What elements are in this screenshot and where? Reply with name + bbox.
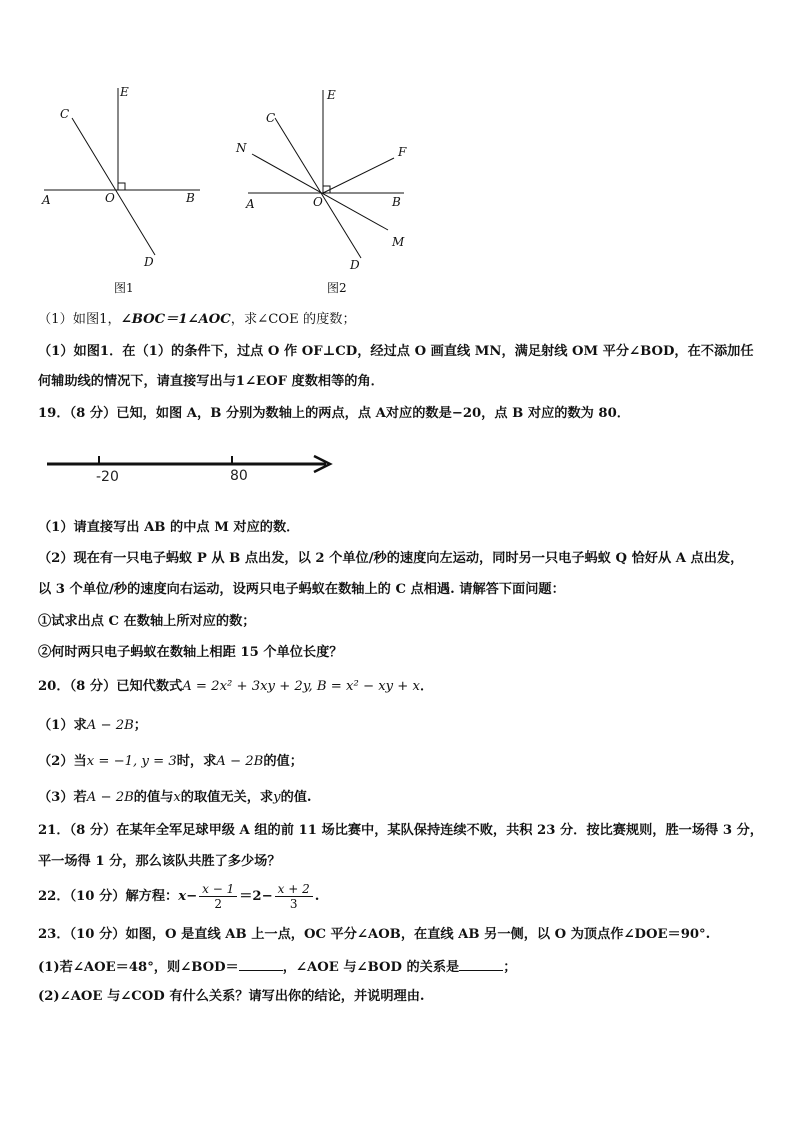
q19-sub2: ②何时两只电子蚂蚁在数轴上相距 15 个单位长度？ (38, 645, 343, 660)
q18-part2-line2: 何辅助线的情况下，请直接写出与1∠EOF 度数相等的角． (38, 374, 384, 389)
fig2-caption: 图2 (327, 281, 347, 295)
fig1-label-B: B (186, 191, 195, 205)
figure-1 (41, 85, 200, 295)
fig2-label-E: E (327, 88, 336, 102)
fig1-label-O: O (105, 191, 115, 205)
q21-line2: 平一场得 1 分，那么该队共胜了多少场？ (38, 854, 281, 869)
q20-head-prefix: 20．（8 分）已知代数式 (38, 679, 183, 694)
q23-p1-c: ； (503, 960, 517, 975)
fig1-label-A: A (42, 193, 51, 207)
q20-p2-suffix: 的值； (263, 754, 303, 769)
q19-part2-line1: （2）现在有一只电子蚂蚁 P 从 B 点出发，以 2 个单位/秒的速度向左运动，同时另一只电子蚂蚁 Q 恰好从 A 点出发， (38, 551, 744, 566)
figure-2 (235, 88, 407, 295)
q20-p2-mid: 时，求 (176, 754, 217, 769)
q18-part2-line1: （1）如图1．在（1）的条件下，过点 O 作 OF⊥CD，经过点 O 画直线 MN，满足射线 OM 平分∠BOD，在不添加任 (38, 344, 754, 359)
q22-suffix: . (314, 889, 320, 904)
q22-f2-numerator: x + 2 (275, 882, 313, 897)
q20-heading (38, 677, 433, 697)
number-line (44, 448, 344, 488)
fig2-label-D: D (350, 258, 360, 272)
number-line-tick-label-2: 80 (230, 468, 248, 484)
q20-head-suffix: ． (419, 679, 434, 694)
fig2-label-F: F (398, 145, 407, 159)
q18-p1-expr: ∠BOC＝1∠AOC (120, 312, 231, 327)
q20-part1 (38, 716, 147, 736)
q19-part1: （1）请直接写出 AB 的中点 M 对应的数． (38, 520, 300, 535)
fig2-label-A: A (246, 197, 255, 211)
q22-f1-numerator: x − 1 (199, 882, 237, 897)
q20-p3-prefix: （3）若 (38, 790, 87, 805)
q22-x: x (178, 889, 187, 904)
fig1-label-E: E (120, 85, 129, 99)
q20-p3-suffix: 的值. (280, 790, 312, 805)
q22-f2-denominator: 3 (289, 897, 298, 911)
q19-heading: 19．（8 分）已知，如图 A，B 分别为数轴上的两点，点 A对应的数是−20，点 B 对应的数为 80． (38, 406, 630, 421)
q20-p3-y: y (273, 790, 281, 805)
fig2-label-O: O (313, 195, 323, 209)
q23-part1 (38, 956, 516, 978)
answer-blank-bod[interactable] (239, 956, 283, 971)
q23-part2: (2)∠AOE 与∠COD 有什么关系？请写出你的结论，并说明理由. (38, 989, 425, 1004)
q20-p3-expr: A − 2B (86, 790, 134, 805)
q22-mid: ＝2− (239, 889, 273, 904)
geometry-figures (30, 70, 430, 310)
q22-fraction-1 (199, 882, 237, 911)
q22-prefix: 22．（10 分）解方程： (38, 889, 179, 904)
q20-p1-prefix: （1）求 (38, 718, 87, 733)
q20-p3-x: x (173, 790, 181, 805)
q22-equation (38, 880, 319, 914)
q20-expression: A = 2x² + 3xy + 2y, B = x² − xy + x (182, 679, 420, 694)
number-line-tick-label-1: -20 (96, 469, 119, 485)
q22-minus: − (186, 889, 198, 904)
q20-p2-expr2: A − 2B (216, 754, 264, 769)
q18-p1-prefix: （1）如图1， (38, 312, 121, 327)
q23-heading: 23．（10 分）如图，O 是直线 AB 上一点，OC 平分∠AOB，在直线 AB 另一侧，以 O 为顶点作∠DOE＝90°. (38, 927, 711, 942)
q20-p1-suffix: ； (133, 718, 147, 733)
fig1-label-C: C (60, 107, 70, 121)
q22-fraction-2 (275, 882, 313, 911)
q20-part3 (38, 788, 312, 808)
fig1-label-D: D (144, 255, 154, 269)
fig2-label-N: N (236, 141, 247, 155)
q20-part2 (38, 752, 303, 772)
q20-p2-prefix: （2）当 (38, 754, 87, 769)
answer-blank-relation[interactable] (459, 956, 503, 971)
q23-p1-a: (1)若∠AOE＝48°，则∠BOD＝ (38, 960, 239, 975)
q18-part1 (38, 310, 356, 330)
q20-p3-mid: 的值与 (133, 790, 174, 805)
q23-p1-b: ，∠AOE 与∠BOD 的关系是 (282, 960, 460, 975)
q22-f1-denominator: 2 (214, 897, 222, 911)
q20-p2-expr: x = −1, y = 3 (86, 754, 177, 769)
fig2-label-M: M (392, 235, 405, 249)
fig2-label-C: C (266, 111, 276, 125)
q19-sub1: ①试求出点 C 在数轴上所对应的数； (38, 614, 256, 629)
q21-line1: 21．（8 分）在某年全军足球甲级 A 组的前 11 场比赛中，某队保持连续不败，共积 23 分．按比赛规则，胜一场得 3 分， (38, 823, 763, 838)
q20-p3-mid2: 的取值无关，求 (180, 790, 274, 805)
q19-part2-line2: 以 3 个单位/秒的速度向右运动，设两只电子蚂蚁在数轴上的 C 点相遇. 请解答下面问题： (38, 582, 565, 597)
fig1-caption: 图1 (114, 281, 134, 295)
q20-p1-expr: A − 2B (86, 718, 134, 733)
fig2-label-B: B (392, 195, 401, 209)
q18-p1-suffix: ，求∠COE 的度数； (230, 312, 356, 327)
